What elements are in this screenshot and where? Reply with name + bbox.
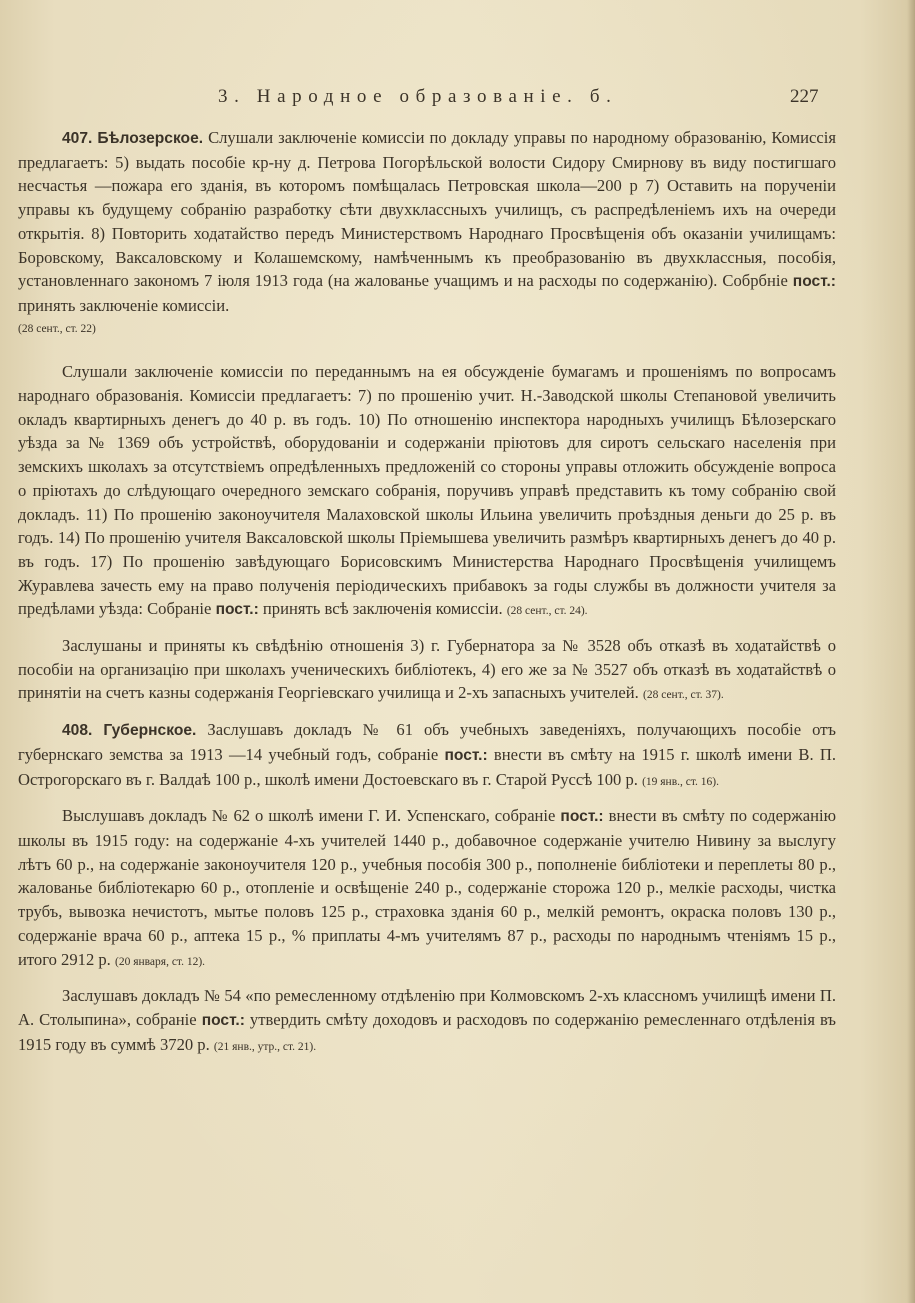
resolution-text: принять заключеніе комиссіи. xyxy=(18,295,230,315)
paragraph-text: Заслушавъ докладъ № 61 объ учебныхъ заведеніяхъ, получающихъ пособіе отъ губернскаго земства за 1913 —14 учебный годъ, собраніе xyxy=(18,720,836,764)
resolution-text: внести въ смѣту по содержанію школы въ 1915 году: на содержаніе 4-хъ учителей 1440 р., добавочное содержаніе учителю Нивину за выслугу лѣтъ 60 р., на содержаніе законоучителя 120 р., учебныя пособія 300 р., пополненіе библіотеки и переплеты 80 р., жалованье библіотекарю 60 р., отопленіе и освѣщеніе 240 р., содержаніе сторожа 120 р., мелкіе расходы, чистка трубъ, вывозка нечистотъ, мытье половъ 125 р., страховка зданія 60 р., мелкій ремонтъ, окраска половъ 130 р., содержаніе врача 60 р., аптека 15 р., % приплаты 4-мъ учителямъ 87 р., расходы по народнымъ чтеніямъ 15 р., итого 2912 р. xyxy=(18,806,836,969)
running-title: 3. Народное образованіе. б. xyxy=(218,86,618,107)
resolution-marker: пост.: xyxy=(560,808,604,826)
paragraph-text: Заслушаны и приняты къ свѣдѣнію отношенія 3) г. Губернатора за № 3528 объ отказѣ въ ходатайствѣ о пособіи на организацію при школахъ ученическихъ библіотекъ, 4) его же за № 3527 объ отказѣ въ ходатайствѣ о принятіи на счетъ казны содержанія Георгіевскаго училища и 2-хъ запасныхъ учителей. xyxy=(18,636,836,703)
resolution-marker: пост.: xyxy=(444,746,488,764)
section-label: Губернское. xyxy=(103,722,197,740)
resolution-marker: пост.: xyxy=(201,1011,245,1029)
resolution-marker: пост.: xyxy=(792,273,836,291)
source-reference: (19 янв., ст. 16). xyxy=(642,775,719,788)
paragraph-commission xyxy=(18,360,836,624)
paragraph-text: Слушали заключеніе комиссіи по докладу управы по народному образованію, Комиссія предлагаетъ: 5) выдать пособіе кр-ну д. Петрова Погорѣльской волости Сидору Смирнову въ виду постигшаго несчастья —пожара его зданія, въ которомъ помѣщалась Петровская школа—200 р 7) Оставить на порученіи управы къ будущему собранію разработку сѣти двухклассныхъ училищъ, съ распредѣленіемъ ихъ на очереди открытія. 8) Повторить ходатайство передъ Министерствомъ Народнаго Просвѣщенія объ оказаніи училищамъ: Боровскому, Ваксаловскому и Колашемскому, намѣченнымъ къ преобразованію въ двухклассныя, пособія, установленнаго закономъ 7 іюля 1913 года (на жалованье учащимъ и на расходы по содержанію). Собрбніе xyxy=(18,128,836,291)
source-reference: (28 сент., ст. 37). xyxy=(643,689,724,702)
paragraph-text: Заслушавъ докладъ № 54 «по ремесленному отдѣленію при Колмовскомъ 2-хъ классномъ училищѣ имени П. А. Столыпина», собраніе xyxy=(18,986,836,1029)
paragraph-craft-department xyxy=(18,984,836,1059)
paragraph-uspensky-school xyxy=(18,804,836,974)
page-header xyxy=(0,86,915,110)
paragraph-407 xyxy=(18,126,836,341)
resolution-text: принять всѣ заключенія комиссіи. xyxy=(262,599,503,619)
item-number: 408. xyxy=(62,722,93,740)
paragraph-text: Выслушавъ докладъ № 62 о школѣ имени Г. И. Успенскаго, собраніе xyxy=(62,806,556,826)
page-number: 227 xyxy=(790,86,819,107)
resolution-text: внести въ смѣту на 1915 г. школѣ имени В. П. Острогорскаго въ г. Валдаѣ 100 р., школѣ имени Достоевскаго въ г. Старой Руссѣ 100 р. xyxy=(18,744,836,789)
resolution-text: утвердить смѣту доходовъ и расходовъ по содержанію ремесленнаго отдѣленія въ 1915 году въ суммѣ 3720 р. xyxy=(18,1009,836,1054)
source-reference: (21 янв., утр., ст. 21). xyxy=(213,1040,317,1053)
source-reference: (28 сент., ст. 22) xyxy=(18,322,96,335)
page-body xyxy=(18,126,836,1059)
paragraph-text: Слушали заключеніе комиссіи по переданнымъ на ея обсужденіе бумагамъ и прошеніямъ по вопросамъ народнаго образованія. Комиссіи предлагаетъ: 7) по прошенію учит. Н.-Заводской школы Степановой увеличить окладъ квартирныхъ денегъ до 40 р. въ годъ. 10) По отношенію инспектора народныхъ училищъ Бѣлозерскаго уѣзда за № 1369 объ устройствѣ, оборудованіи и содержаніи пріютовъ для сиротъ сельскаго населенія при земскихъ школахъ за отсутствіемъ опредѣленныхъ предложеній со стороны управы отложить обсужденіе вопроса о пріютахъ до слѣдующаго очередного земскаго собранія, поручивъ управѣ представить къ тому собранію свой докладъ. 11) По прошенію законоучителя Малаховской школы Ильина увеличить проѣздныя деньги до 25 р. въ годъ. 14) По прошенію учителя Ваксаловской школы Пріемышева увеличить размѣръ квартирныхъ денегъ до 40 р. въ годъ. 17) По прошенію завѣдующаго Борисовскимъ Министерства Народнаго Просвѣщенія училищемъ Журавлева зачесть ему на право полученія періодическихъ прибавокъ за годы службы въ должности учителя за предѣлами уѣзда: Собраніе xyxy=(18,362,836,619)
resolution-marker: пост.: xyxy=(215,601,259,619)
section-label: Бѣлозерское. xyxy=(97,130,204,147)
source-reference: (28 сент., ст. 24). xyxy=(506,605,588,618)
paragraph-governor xyxy=(18,634,836,708)
paragraph-408 xyxy=(18,718,836,794)
source-reference: (20 января, ст. 12). xyxy=(115,955,206,968)
item-number: 407. xyxy=(62,130,93,147)
page-edge-shadow xyxy=(907,0,915,1303)
